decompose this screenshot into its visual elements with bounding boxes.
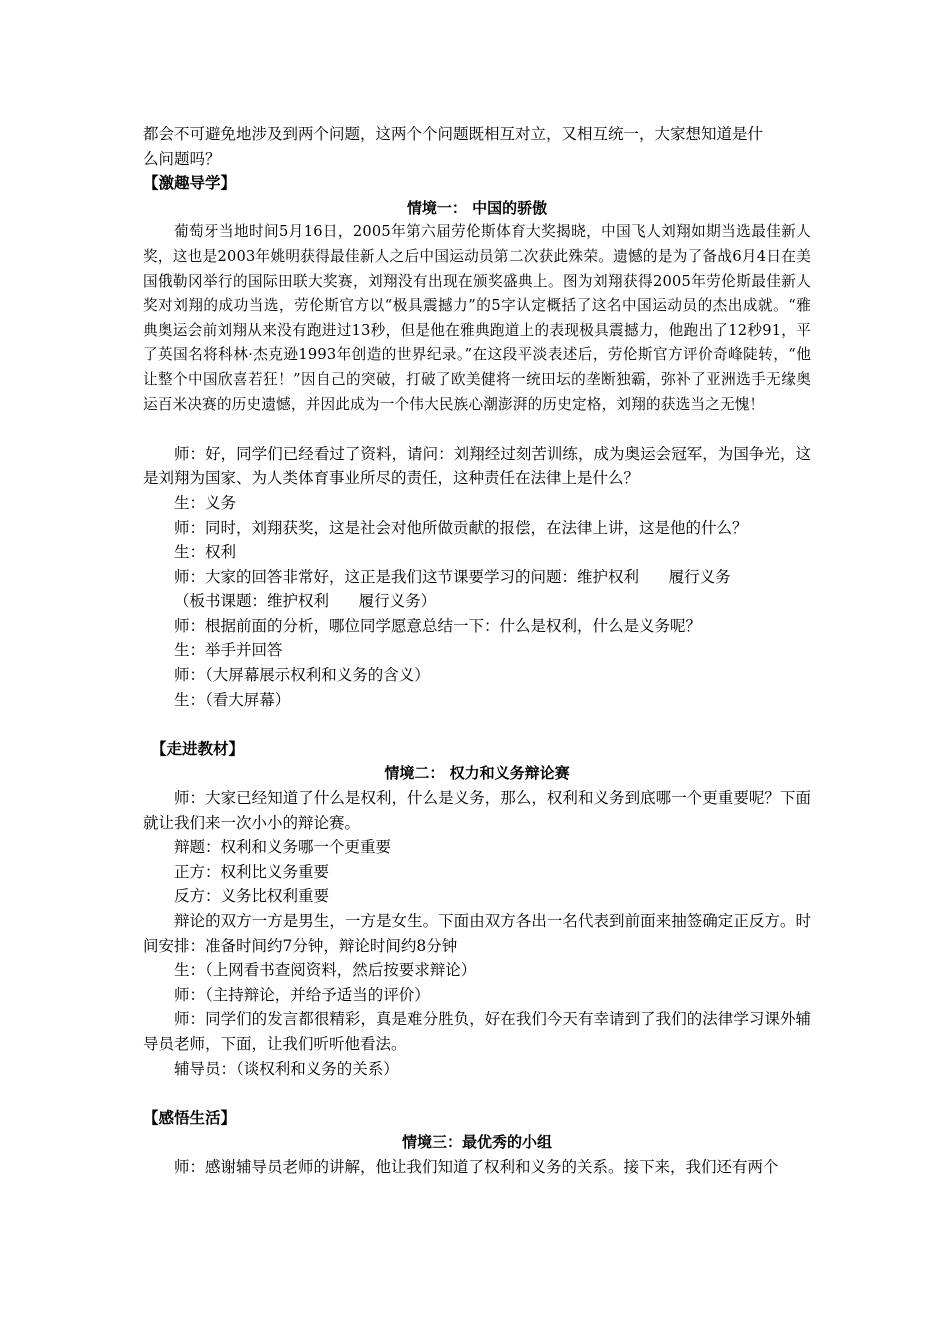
- section-heading-1: 【激趣导学】: [143, 174, 237, 193]
- dialogue-line: 师：（大屏幕展示权利和义务的含义）: [174, 666, 430, 685]
- debate-line: 正方：权利比义务重要: [174, 862, 330, 881]
- debate-line: 辅导员：（谈权利和义务的关系）: [174, 1059, 399, 1078]
- dialogue-line: 生：义务: [174, 493, 237, 512]
- dialogue-line: 师：好，同学们已经看过了资料，请问：刘翔经过刻苦训练，成为奥运会冠军，为国争光，这是刘翔为国家、为人类体育事业所尽的责任，这种责任在法律上是什么？: [143, 444, 811, 488]
- dialogue-line: 师：大家的回答非常好，这正是我们这节课要学习的问题：维护权利 履行义务: [174, 567, 731, 586]
- section-heading-2: 【走进教材】: [151, 739, 245, 758]
- document-page: [143, 122, 811, 1180]
- debate-line: 生：（上网看书查阅资料，然后按要求辩论）: [174, 961, 477, 980]
- scenario-title-2: 情境二： 权力和义务辩论赛: [384, 764, 570, 783]
- intro-line-1: 都会不可避免地涉及到两个问题，这两个个问题既相互对立，又相互统一，大家想知道是什: [143, 125, 764, 143]
- dialogue-line: 师：根据前面的分析，哪位同学愿意总结一下：什么是权利，什么是义务呢？: [174, 616, 702, 635]
- news-story: 葡萄牙当地时间5月16日，2005年第六届劳伦斯体育大奖揭晓，中国飞人刘翔如期当选最佳新人奖，这也是2003年姚明获得最佳新人之后中国运动员第二次获此殊荣。遗憾的是为了备战6月4日在美国俄勒冈举行的国际田联大奖赛，刘翔没有出现在颁奖盛典上。图为刘翔获得2005年劳伦斯最佳新人奖对刘翔的成功当选，劳伦斯官方以“极具震撼力”的5字认定概括了这名中国运动员的杰出成就。“雅典奥运会前刘翔从来没有跑进过13秒，但是他在雅典跑道上的表现极具震撼力，他跑出了12秒91，平了英国名将科林·杰克逊1993年创造的世界纪录。”在这段平淡表述后，劳伦斯官方评价奇峰陡转，“他让整个中国欣喜若狂！”因自己的突破，打破了欧美健将一统田坛的垄断独霸，弥补了亚洲选手无缘奥运百米决赛的历史遗憾，并因此成为一个伟大民族心潮澎湃的历史定格，刘翔的获选当之无愧！: [143, 223, 811, 413]
- spacer: [143, 1081, 811, 1106]
- debate-line: 师：同学们的发言都很精彩，真是难分胜负，好在我们今天有幸请到了我们的法律学习课外辅导员老师，下面，让我们听听他看法。: [143, 1010, 811, 1053]
- dialogue-line: 生：（看大屏幕）: [174, 690, 291, 709]
- debate-line: 师：（主持辩论，并给予适当的评价）: [174, 985, 430, 1004]
- intro-line-2: 么问题吗？: [143, 149, 221, 168]
- dialogue-line: 师：同时，刘翔获奖，这是社会对他所做贡献的报偿，在法律上讲，这是他的什么？: [174, 518, 748, 537]
- dialogue-line: 生：权利: [174, 543, 237, 562]
- section-heading-3: 【感悟生活】: [143, 1108, 237, 1127]
- closing-line: 师：感谢辅导员老师的讲解，他让我们知道了权利和义务的关系。接下来，我们还有两个: [174, 1157, 779, 1176]
- scenario-title-3: 情境三：最优秀的小组: [401, 1133, 552, 1152]
- spacer: [143, 417, 811, 442]
- spacer: [143, 712, 811, 737]
- dialogue-line: 生：举手并回答: [174, 641, 283, 660]
- board-title-note: （板书课题：维护权利 履行义务）: [174, 592, 437, 611]
- debate-line: 辩论的双方一方是男生，一方是女生。下面由双方各出一名代表到前面来抽签确定正反方。时间安排：准备时间约7分钟，辩论时间约8分钟: [143, 912, 811, 955]
- scenario-title-1: 情境一： 中国的骄傲: [406, 198, 548, 217]
- debate-line: 反方：义务比权利重要: [174, 887, 330, 906]
- debate-line: 师：大家已经知道了什么是权利，什么是义务，那么，权利和义务到底哪一个更重要呢？下面就让我们来一次小小的辩论赛。: [143, 789, 811, 832]
- debate-line: 辩题：权利和义务哪一个更重要: [174, 838, 392, 857]
